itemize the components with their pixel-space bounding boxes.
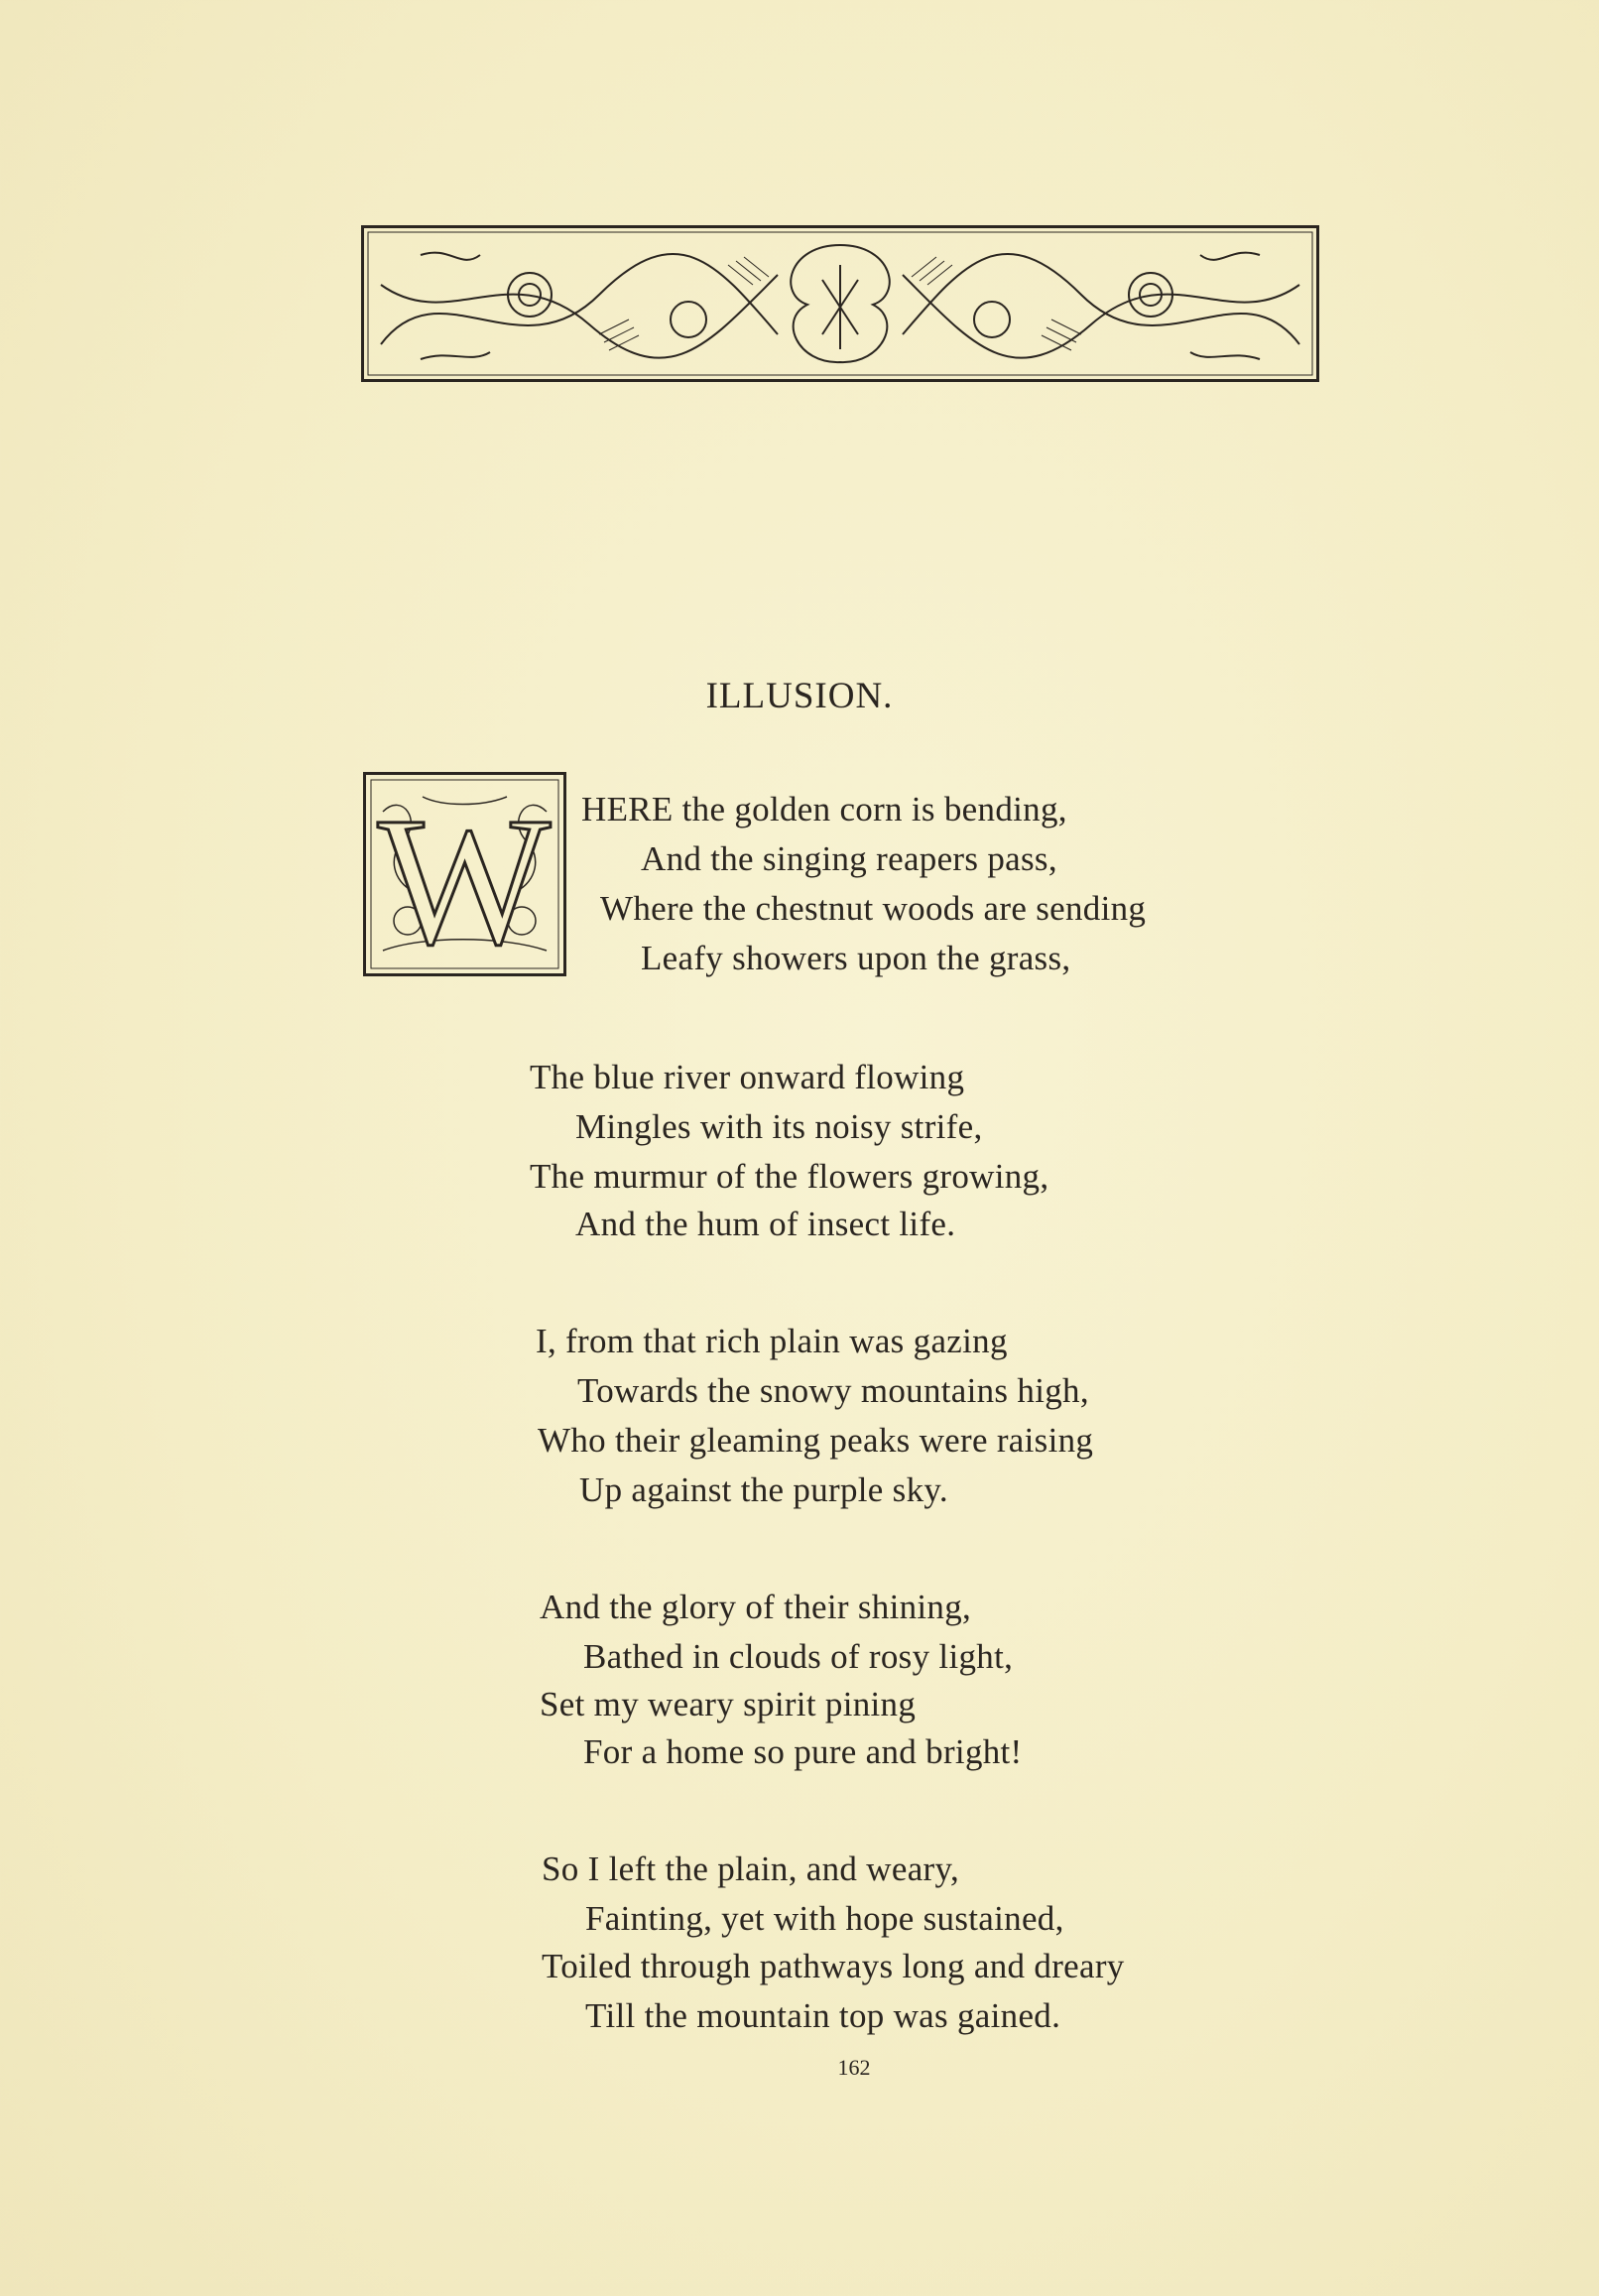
stanza-4-line-3: Set my weary spirit pining (540, 1685, 917, 1723)
stanza-3-line-1: I, from that rich plain was gazing (536, 1322, 1008, 1360)
stanza-4-line-2: Bathed in clouds of rosy light, (583, 1637, 1014, 1676)
drop-cap-letter: W (377, 780, 552, 976)
stanza-3-line-2: Towards the snowy mountains high, (577, 1371, 1089, 1410)
stanza-2-line-2: Mingles with its noisy strife, (575, 1107, 983, 1146)
stanza-1-line-4: Leafy showers upon the grass, (641, 939, 1071, 977)
stanza-1-line-1: HERE the golden corn is bending, (581, 790, 1067, 829)
stanza-1-line-2: And the singing reapers pass, (641, 839, 1057, 878)
stanza-1-line-3: Where the chestnut woods are sending (600, 889, 1147, 928)
stanza-5-line-3: Toiled through pathways long and dreary (542, 1947, 1125, 1985)
stanza-4-line-1: And the glory of their shining, (540, 1588, 972, 1626)
stanza-2-line-1: The blue river onward flowing (530, 1058, 965, 1096)
page-number: 162 (837, 2055, 871, 2080)
poem-title: ILLUSION. (705, 676, 894, 716)
ornamental-headpiece (361, 225, 1319, 382)
stanza-4-line-4: For a home so pure and bright! (583, 1732, 1023, 1771)
stanza-5-line-2: Fainting, yet with hope sustained, (585, 1899, 1064, 1938)
stanza-3-line-4: Up against the purple sky. (579, 1470, 948, 1509)
stanza-3-line-3: Who their gleaming peaks were raising (538, 1421, 1094, 1460)
stanza-2-line-4: And the hum of insect life. (575, 1205, 956, 1243)
stanza-5-line-4: Till the mountain top was gained. (585, 1996, 1061, 2035)
stanza-2-line-3: The murmur of the flowers growing, (530, 1157, 1049, 1196)
stanza-5-line-1: So I left the plain, and weary, (542, 1850, 960, 1888)
drop-cap-ornament (363, 772, 566, 976)
